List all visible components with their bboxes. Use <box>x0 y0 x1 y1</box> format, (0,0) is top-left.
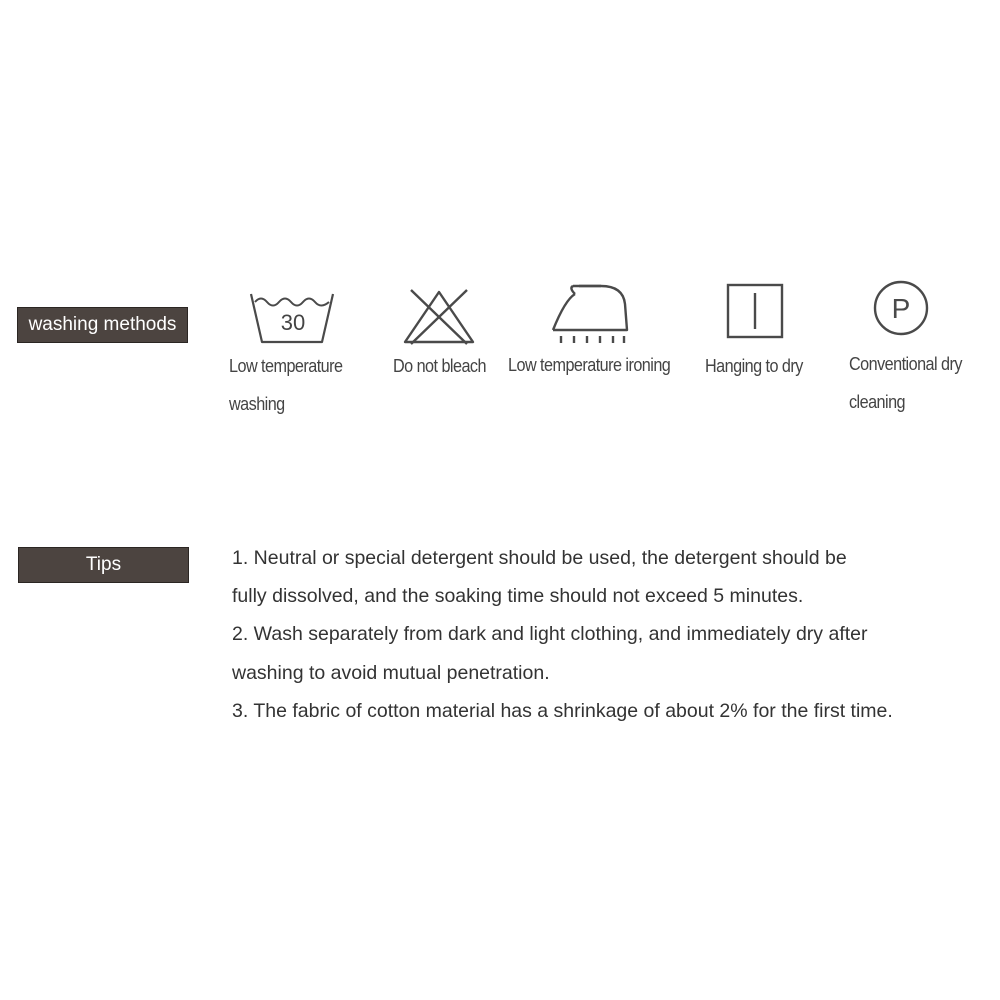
caption-line: Hanging to dry <box>705 356 803 376</box>
tip-line: 1. Neutral or special detergent should be used, the detergent should be <box>232 547 847 569</box>
caption-line: cleaning <box>849 392 906 412</box>
low-temperature-iron-icon <box>549 280 631 348</box>
tips-text <box>232 539 992 730</box>
dry-clean-p-icon <box>872 279 930 337</box>
hang-dry-icon <box>726 283 784 339</box>
washing-methods-label: washing methods <box>17 307 188 343</box>
caption-line: washing <box>229 394 285 414</box>
caption-line: Do not bleach <box>393 356 486 376</box>
symbol-caption-dry-clean <box>849 345 962 421</box>
dry-clean-letter: P <box>891 293 911 324</box>
symbol-caption-iron <box>508 346 670 384</box>
wash-30-tub-icon <box>248 290 336 346</box>
do-not-bleach-icon <box>401 286 477 348</box>
tip-line: washing to avoid mutual penetration. <box>232 661 550 684</box>
tip-line: 3. The fabric of cotton material has a shrinkage of about 2% for the first time. <box>232 699 893 722</box>
caption-line: Conventional dry <box>849 354 962 374</box>
tip-line: 2. Wash separately from dark and light clothing, and immediately dry after <box>232 623 868 646</box>
wash-temperature-number: 30 <box>280 310 306 335</box>
symbol-caption-hang <box>705 347 803 385</box>
caption-line: Low temperature <box>229 356 343 376</box>
caption-line: Low temperature ironing <box>508 355 671 375</box>
tips-label: Tips <box>18 547 189 583</box>
symbol-caption-wash <box>229 347 342 423</box>
tip-line: fully dissolved, and the soaking time should not exceed 5 minutes. <box>232 585 804 608</box>
symbol-caption-bleach <box>393 347 486 385</box>
